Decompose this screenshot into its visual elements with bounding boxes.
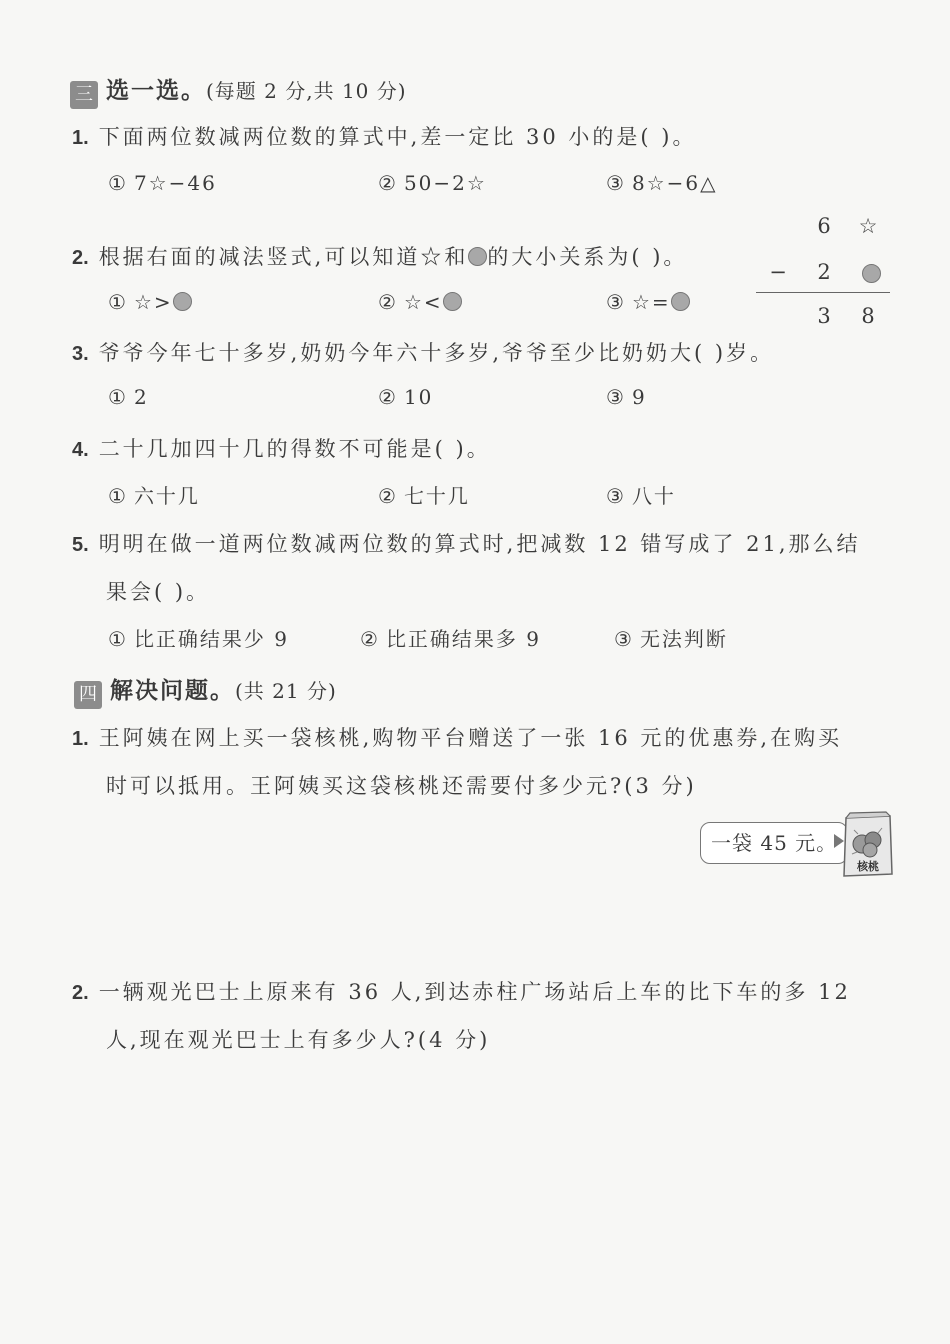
circle-icon — [468, 247, 487, 266]
question-2 — [72, 241, 687, 271]
question-number: 2. — [72, 247, 89, 269]
option-text: 9 — [631, 385, 647, 409]
digit: 8 — [861, 304, 875, 328]
q3-option-2 — [378, 385, 433, 409]
q1-option-3 — [606, 171, 717, 195]
section-3-mark: 三 — [70, 81, 98, 109]
option-marker: ③ — [606, 484, 626, 508]
digit: 3 — [817, 304, 831, 328]
option-text: 八十 — [631, 484, 676, 508]
question-text-b: 的大小关系为( )。 — [487, 245, 688, 269]
question-3 — [72, 337, 774, 367]
option-marker: ③ — [606, 290, 626, 314]
option-text: ☆> — [133, 290, 173, 314]
section-3-header — [70, 72, 407, 109]
q1-option-2 — [378, 171, 487, 195]
question-number: 1. — [72, 127, 89, 149]
problem-text-line-1: 一辆观光巴士上原来有 36 人,到达赤柱广场站后上车的比下车的多 12 — [98, 980, 851, 1004]
option-marker: ② — [378, 290, 398, 314]
option-marker: ② — [378, 385, 398, 409]
option-marker: ② — [378, 171, 398, 195]
q2-option-2 — [378, 290, 462, 314]
option-marker: ① — [108, 171, 128, 195]
circle-icon — [671, 292, 690, 311]
q4-option-3 — [606, 480, 676, 509]
digit: 6 — [817, 214, 831, 238]
problem-1 — [72, 722, 842, 752]
question-text: 下面两位数减两位数的算式中,差一定比 30 小的是( )。 — [98, 125, 697, 149]
q4-option-1 — [108, 480, 200, 509]
section-4-meta: (共 21 分) — [235, 679, 337, 703]
question-text: 爷爷今年七十多岁,奶奶今年六十多岁,爷爷至少比奶奶大( )岁。 — [98, 341, 775, 365]
option-text: 50−2☆ — [403, 171, 487, 195]
section-4-mark: 四 — [74, 681, 102, 709]
option-text: 8☆−6△ — [631, 171, 718, 195]
problem-2 — [72, 976, 851, 1006]
section-3-title: 选一选。 — [106, 77, 206, 104]
option-marker: ③ — [606, 385, 626, 409]
circle-icon — [173, 292, 192, 311]
section-4-header — [74, 672, 337, 709]
option-marker: ① — [108, 484, 128, 508]
option-text: 比正确结果少 9 — [133, 627, 290, 651]
option-marker: ③ — [606, 171, 626, 195]
option-marker: ① — [108, 290, 128, 314]
problem-number: 1. — [72, 728, 89, 750]
q2-option-3 — [606, 290, 690, 314]
sum-line — [756, 292, 890, 293]
option-text: 10 — [403, 385, 434, 409]
bag-label: 核桃 — [857, 860, 879, 873]
digit: 2 — [817, 260, 831, 284]
option-text: 比正确结果多 9 — [385, 627, 542, 651]
question-number: 4. — [72, 439, 89, 461]
option-marker: ① — [108, 627, 128, 651]
question-4 — [72, 433, 491, 463]
walnut-bag-icon — [840, 810, 896, 880]
question-number: 5. — [72, 534, 89, 556]
digit: ☆ — [858, 214, 878, 238]
vertical-subtraction — [752, 210, 892, 330]
option-text: ☆< — [403, 290, 443, 314]
option-marker: ③ — [614, 627, 634, 651]
q5-option-1 — [108, 623, 289, 652]
question-text: 二十几加四十几的得数不可能是( )。 — [98, 437, 491, 461]
option-text: 六十几 — [133, 484, 200, 508]
q3-option-1 — [108, 385, 149, 409]
option-marker: ② — [378, 484, 398, 508]
section-4-title: 解决问题。 — [110, 677, 235, 704]
option-text: ☆= — [631, 290, 671, 314]
option-text: 七十几 — [403, 484, 470, 508]
question-number: 3. — [72, 343, 89, 365]
circle-icon — [443, 292, 462, 311]
option-text: 2 — [133, 385, 149, 409]
question-1 — [72, 121, 697, 151]
section-3-meta: (每题 2 分,共 10 分) — [206, 79, 407, 103]
minus-sign: − — [769, 260, 787, 284]
problem-text-line-1: 王阿姨在网上买一袋核桃,购物平台赠送了一张 16 元的优惠券,在购买 — [98, 726, 843, 750]
question-5 — [72, 528, 861, 558]
problem-2-line-2: 人,现在观光巴士上有多少人?(4 分) — [106, 1028, 491, 1052]
option-text: 无法判断 — [639, 627, 728, 651]
problem-number: 2. — [72, 982, 89, 1004]
q3-option-3 — [606, 385, 647, 409]
q5-option-3 — [614, 623, 728, 652]
option-marker: ① — [108, 385, 128, 409]
option-text: 7☆−46 — [133, 171, 217, 195]
question-text-line-1: 明明在做一道两位数减两位数的算式时,把减数 12 错写成了 21,那么结 — [98, 532, 861, 556]
q1-option-1 — [108, 171, 217, 195]
q5-option-2 — [360, 623, 541, 652]
circle-icon — [859, 262, 883, 286]
question-5-line-2: 果会( )。 — [106, 580, 211, 604]
q4-option-2 — [378, 480, 470, 509]
option-marker: ② — [360, 627, 380, 651]
q2-option-1 — [108, 290, 192, 314]
question-text-a: 根据右面的减法竖式,可以知道☆和 — [98, 245, 469, 269]
price-speech-bubble: 一袋 45 元。 — [700, 822, 848, 864]
problem-1-line-2: 时可以抵用。王阿姨买这袋核桃还需要付多少元?(3 分) — [106, 774, 697, 798]
